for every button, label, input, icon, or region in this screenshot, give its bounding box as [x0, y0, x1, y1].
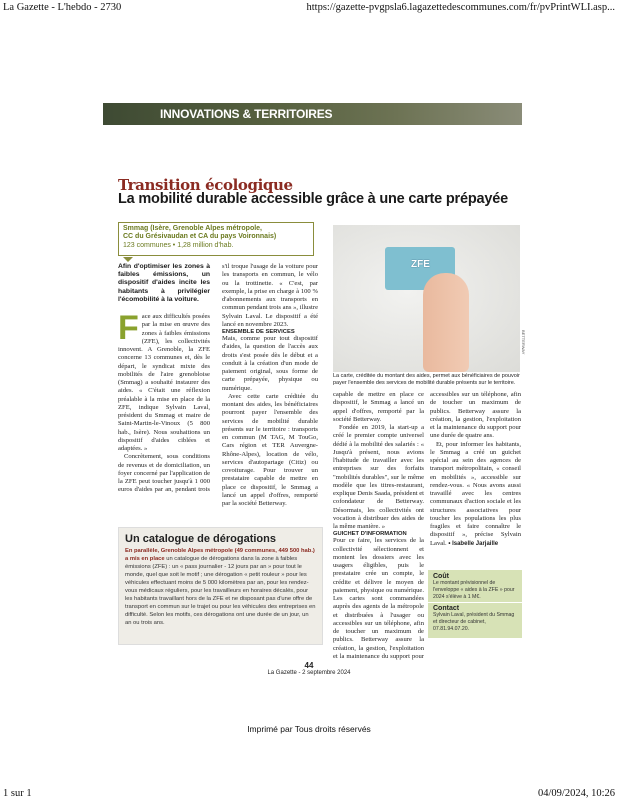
article-title: La mobilité durable accessible grâce à une carte prépayée [118, 191, 508, 207]
infobox-line: Smmag (Isère, Grenoble Alpes métropole, [123, 225, 263, 232]
catalogue-lead: En parallèle, Grenoble Alpes métropole (49 communes, 449 500 hab.) a mis en place [125, 548, 315, 562]
article-lead: Afin d'optimiser les zones à faibles émissions, un dispositif d'aides incite les habitants à privilégier l'écomobilité à la voiture. [118, 263, 210, 303]
cost-text: Le montant prévisionnel de l'enveloppe « aides à la ZFE » pour 2024 s'élève à 1 M€. [433, 580, 515, 600]
column-2 [222, 263, 318, 518]
paragraph: Fondée en 2019, la start-up a créé le premier compte universel dédié à la mobilité des salariés : « Jusqu'à présent, nous avions l'habitude de travailler avec les entreprises sur des forfaits "mobilités durables", sur le même modèle que les titres-restaurant, explique Denis Saada, président et cofondateur de Betterway. Désormais, les collectivités ont vocation à distribuer des aides de la même manière. » [333, 424, 424, 530]
article-kicker: Transition écologique [118, 176, 293, 194]
territory-infobox [118, 222, 314, 256]
paragraph-cont: s'il troque l'usage de la voiture pour les transports en commun, le vélo ou la trottinette. « C'est, par exemple, la prise en charge à 100 % d'abonnements aux transports en commun pendant trois ans », illustre Sylvain Laval. Le dispositif a été lancé en novembre 2023. [222, 263, 318, 328]
paragraph: Concrètement, sous conditions de revenus et de domiciliation, un foyer concerné par l'application de la ZFE peut toucher jusqu'à 1 000 euros d'aides par an, pendant trois [118, 453, 210, 494]
column-3 [333, 391, 424, 661]
column-1 [118, 263, 210, 523]
print-datetime: 04/09/2024, 10:26 [537, 788, 615, 799]
print-notice: Imprimé par Tous droits réservés [247, 724, 371, 734]
cost-contact-box [428, 570, 522, 638]
infobox-pointer [123, 257, 133, 262]
subheading: ENSEMBLE DE SERVICES [222, 329, 295, 335]
author: • Isabelle Jarjaille [448, 540, 499, 547]
paragraph-cont: accessibles sur un téléphone, afin de toucher un maximum de publics. Betterway assure la création, la gestion, l'exploitation et la maintenance du support pour une durée de quatre ans. [430, 391, 521, 440]
page-count: 1 sur 1 [3, 788, 32, 799]
contact-text: Sylvain Laval, président du Smmag et directeur de cabinet, 07.81.94.07.20. [433, 612, 515, 632]
paragraph: Mais, comme pour tout dispositif d'aides, la question de l'accès aux droits s'est posée dès le début et a conduit à la création d'un mode de paiement original, sous forme de carte prépayée, physique ou numérique. [222, 335, 318, 392]
section-label: INNOVATIONS & TERRITOIRES [160, 107, 333, 121]
paragraph-text: Et, pour informer les habitants, le Smmag a créé un guichet spécial au sein des agences de transport métropolitain, « conseil en mobilités », accessible sur rendez-vous. « Nous avons aussi travaillé avec les centres communaux d'action sociale et les structures associatives pour toucher les populations les plus fragiles et faire connaître le dispositif », précise Sylvain Laval. [430, 440, 521, 547]
infobox-population: 123 communes • 1,28 million d'hab. [123, 241, 234, 249]
paragraph: Avec cette carte créditée du montant des aides, les bénéficiaires pourront payer l'ensemble des services de mobilité durable présents sur le territoire : transports en commun (M TAG, M TouGo, Cars région et TER Auvergne-Rhône-Alpes), location de vélo, services d'autopartage (Citiz) ou covoiturage. Pour trouver un prestataire capable de mettre en place ce dispositif, le Smmag a lancé un appel d'offres, remporté par la société Betterway. [222, 392, 318, 507]
contact-title: Contact [433, 605, 460, 613]
drop-cap: F [118, 309, 139, 348]
card-label: ZFE [411, 259, 430, 270]
catalogue-body: un catalogue de dérogations dans la zone à faibles émissions (ZFE) : un « pass journalier - 12 jours par an » pour tout le monde, quel que soit le motif ; une dérogation « petit rouleur » pour les véhicules effectuant moins de 5 000 kilomètres par an, pour les rendez-vous médicaux réguliers, pour les travailleurs en horaires décalés, pour les habitants travaillant hors de la ZFE et ne disposant pas d'une offre de transport en commun sur le trajet ou pour les véhicules des entreprises en difficulté. Selon les motifs, ces dérogations ont une durée de un jour, un an ou trois ans. [125, 556, 316, 626]
section-banner [103, 103, 522, 125]
catalogue-title: Un catalogue de dérogations [125, 533, 276, 545]
page-number: 44 [304, 661, 314, 670]
paragraph: ace aux difficultés posées par la mise en œuvre des zones à faibles émissions (ZFE), les collectivités innovent. A Grenoble, la ZFE concerne 13 communes et, dès le départ, le syndicat mixte des mobilités de l'aire grenobloise (Smmag) a souhaité instaurer des aides. « C'était une réflexion préalable à la mise en place de la ZFE, indique Sylvain Laval, président du Smmag et maire de Saint-Martin-le-Vinoux (5 800 hab., Isère). Nous souhaitions un dispositif d'aides ciblées et adaptées. » [118, 313, 210, 453]
paragraph-cont: capable de mettre en place ce dispositif, le Smmag a lancé un appel d'offres, remporté par la société Betterway. [333, 391, 424, 423]
subheading: GUICHET D'INFORMATION [333, 531, 407, 538]
catalogue-box [118, 527, 323, 645]
photo-credit: BETTERWAY [521, 330, 526, 355]
browser-url: https://gazette-pvgpsla6.lagazettedescommunes.com/fr/pvPrintWLI.asp... [306, 2, 615, 13]
paragraph: Pour ce faire, les services de la collectivité sélectionnent et montent les dossiers avec les usagers éligibles, puis le prestataire crée un compte, le crédite et délivre le moyen de paiement, physique ou numérique. Les cartes sont commandées auprès des agents de la métropole et distribuées à l'usager ou accessibles sur un téléphone, afin de toucher un maximum de publics. Betterway assure la création, la gestion, l'exploitation et la maintenance du support pour [333, 537, 424, 660]
cost-title: Coût [433, 573, 449, 580]
column-4 [430, 391, 521, 566]
divider [428, 602, 522, 603]
browser-page-title: La Gazette - L'hebdo - 2730 [3, 2, 122, 13]
photo-caption: La carte, créditée du montant des aides, permet aux bénéficiaires de pouvoir payer l'ensemble des services de mobilité durable présents sur le territoire. [333, 373, 520, 386]
article-photo [333, 225, 520, 372]
infobox-line: CC du Grésivaudan et CA du pays Voironnais) [123, 233, 277, 241]
hand [423, 273, 469, 372]
page-footer: La Gazette - 2 septembre 2024 [267, 670, 351, 676]
paragraph [430, 441, 521, 548]
